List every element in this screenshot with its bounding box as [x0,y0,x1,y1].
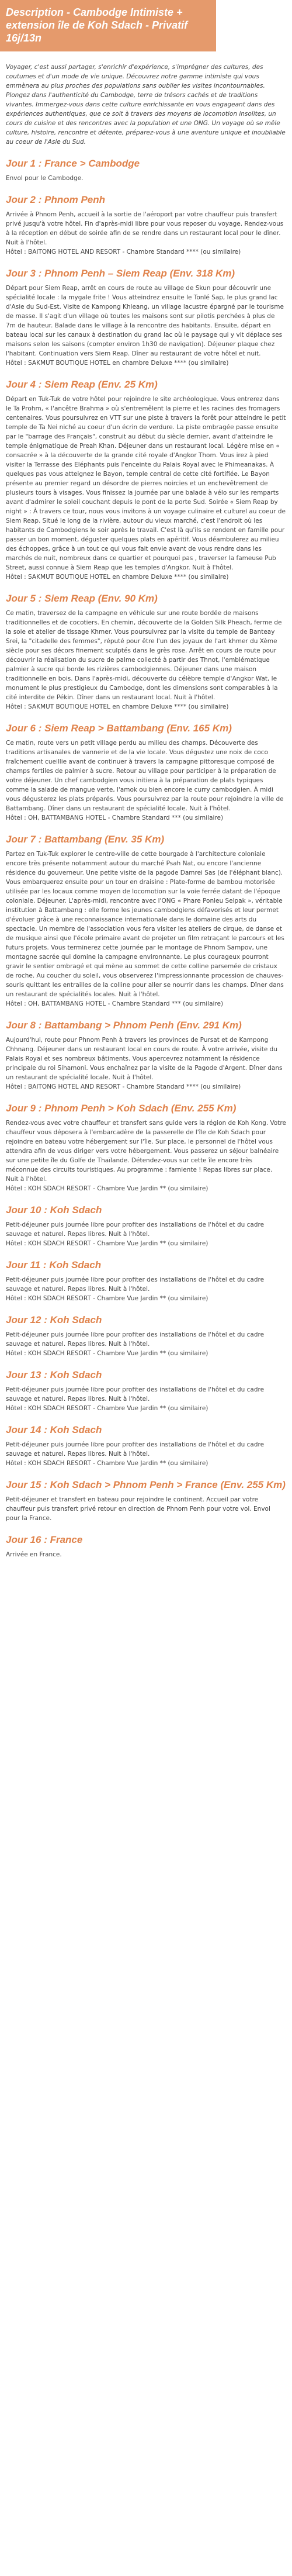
day-section [0,1019,292,1092]
day-description: Ce matin, traversez de la campagne en véhicule sur une route bordée de maisons traditionnelles et de cocotiers. En chemin, découverte de la Golden Silk Pheach, ferme de la soie et atelier de tissage Khmer. Vous poursuivrez par la visite du temple de Banteay Srei, la "citadelle des femmes", réputé pour être l'un des joyaux de l'art khmer du Xème siècle pour ses décors finement sculptés dans le grès rose. Arrêt en cours de route pour découvrir la réalisation du sucre de palme collecté à partir des Thnot, l'emblématique palmier à sucre qui borde les rizières cambodgiennes. Déjeuner dans une maison traditionnelle en bois. Dans l'après-midi, découverte du célèbre temple d'Angkor Wat, le monument le plus prestigieux du Cambodge, dont les dimensions sont comparables à la cité interdite de Pékin. Dîner dans un restaurant local. Nuit à l'hôtel. [6,609,282,701]
day-hotel: Hôtel : SAKMUT BOUTIQUE HOTEL en chambre Deluxe **** (ou similaire) [6,573,229,581]
day-description: Partez en Tuk-Tuk explorer le centre-ville de cette bourgade à l'architecture coloniale encore très présente notamment autour du marché Psah Nat, ou encore l'ancienne résidence du gouverneur. Une petite visite de la pagode Damrei Sas (de l'éléphant blanc). Vous embarquerez ensuite pour un tour en draisine : Plate-forme de bambou motorisée utilisée par les locaux comme moyen de locomotion sur la voie ferrée datant de l'époque coloniale. Déjeuner. L'après-midi, rencontre avec l'ONG « Phare Ponleu Selpak », véritable institution à Battambang : elle forme les jeunes cambodgiens défavorisés et leur permet d'évoluer grâce à une reconnaissance internationale dans le domaine des arts du spectacle. Un membre de l'association vous fera visiter les ateliers de cirque, de danse et de musique ainsi que l'école primaire avant de projeter un film retraçant le parcours et les futurs projets. Vous terminerez cette journée par le montage de Phnom Sampov, une montagne sacrée qui domine la campagne environnante. Le plus courageux pourront gravir le sentier ombragé et qui mène au sommet de cette colline parsemée de cristaux de roche. Au coucher du soleil, vous observerez l'impressionnante procession de chauves-souris quittant les entrailles de la colline pour aller se nourrir dans les champs. Dîner dans un restaurant de spécialités locales. Nuit à l'hôtel. [6,850,284,998]
day-description: Petit-déjeuner et transfert en bateau pour rejoindre le continent. Accueil par votre chauffeur puis transfert privé retour en direction de Phnom Penh pour votre vol. Envol pour la France. [6,1496,270,1522]
day-description: Aujourd'hui, route pour Phnom Penh à travers les provinces de Pursat et de Kampong Chhnang. Déjeuner dans un restaurant local en cours de route. À votre arrivée, visite du Palais Royal et ses nombreux bâtiments. Vous apercevrez notamment la résidence principale du roi Sihamoni. Vous enchaînez par la visite de la Pagode d'Argent. Dîner dans un restaurant de spécialité locale. Nuit à l'hôtel. [6,1036,283,1081]
day-title: Jour 7 : Battambang (Env. 35 Km) [6,833,165,845]
day-hotel: Hôtel : BAITONG HOTEL AND RESORT - Chambre Standard **** (ou similaire) [6,1083,241,1090]
day-title: Jour 10 : Koh Sdach [6,1204,102,1216]
day-description: Petit-déjeuner puis journée libre pour profiter des installations de l'hôtel et du cadre sauvage et naturel. Repas libres. Nuit à l'hôtel. [6,1331,265,1348]
day-section [0,722,292,823]
day-section [0,267,292,368]
day-hotel: Hôtel : KOH SDACH RESORT - Chambre Vue Jardin ** (ou similaire) [6,1404,208,1412]
day-section [0,1259,292,1303]
day-section [0,1369,292,1413]
day-hotel: Hôtel : OH, BATTAMBANG HOTEL - Chambre Standard *** (ou similaire) [6,814,224,821]
day-title: Jour 6 : Siem Reap > Battambang (Env. 165 Km) [6,722,232,734]
day-description: Arrivée en France. [6,1551,62,1558]
day-hotel: Hôtel : KOH SDACH RESORT - Chambre Vue Jardin ** (ou similaire) [6,1349,208,1357]
day-description: Arrivée à Phnom Penh, accueil à la sortie de l'aéroport par votre chauffeur puis transfert privé jusqu'à votre hôtel. Fin d'après-midi libre pour vous reposer du voyage. Rendez-vous à la réception en début de soirée afin de se rendre dans un restaurant local pour le dîner. Nuit à l'hôtel. [6,210,284,246]
day-hotel: Hôtel : KOH SDACH RESORT - Chambre Vue Jardin ** (ou similaire) [6,1294,208,1302]
day-hotel: Hôtel : KOH SDACH RESORT - Chambre Vue Jardin ** (ou similaire) [6,1239,208,1247]
day-section [0,1314,292,1358]
day-description: Petit-déjeuner puis journée libre pour profiter des installations de l'hôtel et du cadre sauvage et naturel. Repas libres. Nuit à l'hôtel. [6,1386,265,1403]
day-title: Jour 1 : France > Cambodge [6,157,140,169]
day-title: Jour 2 : Phnom Penh [6,194,106,205]
day-title: Jour 14 : Koh Sdach [6,1424,102,1435]
day-description: Envol pour le Cambodge. [6,174,84,182]
day-description: Petit-déjeuner puis journée libre pour profiter des installations de l'hôtel et du cadre sauvage et naturel. Repas libres. Nuit à l'hôtel. [6,1441,265,1458]
day-title: Jour 12 : Koh Sdach [6,1314,102,1325]
day-title: Jour 9 : Phnom Penh > Koh Sdach (Env. 255 Km) [6,1102,237,1114]
day-section [0,157,292,183]
day-section [0,1479,292,1523]
day-description: Petit-déjeuner puis journée libre pour profiter des installations de l'hôtel et du cadre sauvage et naturel. Repas libres. Nuit à l'hôtel. [6,1276,265,1293]
day-section [0,378,292,582]
day-title: Jour 16 : France [6,1534,83,1545]
day-hotel: Hôtel : SAKMUT BOUTIQUE HOTEL en chambre Deluxe **** (ou similaire) [6,703,229,710]
day-section [0,592,292,712]
day-description: Départ pour Siem Reap, arrêt en cours de route au village de Skun pour découvrir une spécialité locale : la mygale frite ! Vous atteindrez ensuite le Tonlé Sap, le plus grand lac d'Asie du Sud-Est. Visite de Kampong Khleang, un village lacustre épargné par le tourisme de masse. Il s'agit d'un village où toutes les maisons sont sur pilotis perchées à plus de 7m de hauteur. Balade dans le village à la rencontre des habitants. Ensuite, départ en bateau local sur les canaux à destination du grand lac où le paysage qui y vit déplace ses maisons selon les saisons (compter environ 1h30 de navigation). Déjeuner plaque chez l'habitant. Continuation vers Siem Reap. Dîner au restaurant de votre hôtel et nuit. [6,284,284,357]
day-section [0,1204,292,1248]
day-description: Rendez-vous avec votre chauffeur et transfert sans guide vers la région de Koh Kong. Votre chauffeur vous déposera à l'embarcadère de la passerelle de l'île de Koh Sdach pour rejoindre en bateau votre hébergement sur l'île. Sur place, le personnel de l'hôtel vous attendra afin de vous diriger vers votre hébergement. Vous passerez un séjour balnéaire sur une petite île du Golfe de Thaïlande. Détendez-vous sur cette île encore très méconnue des circuits touristiques. Au programme : farniente ! Repas libres sur place. Nuit à l'hôtel. [6,1119,286,1183]
day-title: Jour 4 : Siem Reap (Env. 25 Km) [6,378,158,390]
day-section [0,833,292,1009]
day-title: Jour 11 : Koh Sdach [6,1259,102,1270]
day-section [0,1102,292,1193]
day-hotel: Hôtel : KOH SDACH RESORT - Chambre Vue Jardin ** (ou similaire) [6,1459,208,1467]
days-list [0,157,292,1559]
day-title: Jour 15 : Koh Sdach > Phnom Penh > France (Env. 255 Km) [6,1479,286,1490]
day-section [0,1424,292,1468]
day-hotel: Hôtel : SAKMUT BOUTIQUE HOTEL en chambre Deluxe **** (ou similaire) [6,359,229,367]
day-description: Petit-déjeuner puis journée libre pour profiter des installations de l'hôtel et du cadre sauvage et naturel. Repas libres. Nuit à l'hôtel. [6,1221,265,1238]
day-description: Ce matin, route vers un petit village perdu au milieu des champs. Découverte des traditions artisanales de vannerie et de la vie locale. Vous dégustez une noix de coco fraîchement cueillie avant de continuer à travers la campagne pittoresque composé de champs fertiles de palmier à sucre. Retour au village pour participer à la préparation de votre déjeuner. Un chef cambodgien vous initiera à la préparation de plats typiques comme la salade de mangue verte, l'amok ou bien encore le curry cambodgien. À midi vous dégusterez les plats préparés. Vous poursuivrez par la route pour rejoindre la ville de Battambang. Dîner dans un restaurant de spécialité locale. Nuit à l'hôtel. [6,739,284,812]
day-title: Jour 5 : Siem Reap (Env. 90 Km) [6,592,158,604]
day-section [0,1534,292,1559]
day-hotel: Hôtel : KOH SDACH RESORT - Chambre Vue Jardin ** (ou similaire) [6,1185,208,1192]
day-description: Départ en Tuk-Tuk de votre hôtel pour rejoindre le site archéologique. Vous entrerez dans le Ta Prohm, « l'ancêtre Brahma » où s'entremêlent la pierre et les racines des fromagers centenaires. Vous poursuivrez en VTT sur une piste à travers la forêt pour atteindre le petit temple de Ta Nei niché au coeur d'un écrin de verdure. La piste ombragée passe ensuite par le "barrage des Français", construit au début du siècle dernier, avant d'atteindre le temple énigmatique de Preah Khan. Déjeuner dans un restaurant local. Légère mise en « consacrée » à la découverte de la grande cité royale d'Angkor Thom. Vous irez à pied visiter la Terrasse des Eléphants puis l'enceinte du Palais Royal avec le Phimeanakas. À quelques pas vous atteignez le Bayon, temple central de cette cité fortifiée. Le Bayon présente au premier regard un désordre de pierres noircies et un enchevêtrement de plusieurs tours à visages. Vous finissez la journée par une balade à vélo sur les remparts avant d'admirer le soleil couchant depuis le pont de la porte Sud. Soirée « Siem Reap by night » : À travers ce tour, nous vous invitons à un voyage culinaire et culturel au coeur de Siem Reap. Situé le long de la rivière, autour du vieux marché, c'est l'endroit où les habitants de Cambodgiens le soir après le travail. C'est là qu'ils se rendent en famille pour passer un bon moment, déguster quelques plats en apéritif. Vous déambulerez au milieu des échoppes, grâce à un tout ce qui vous fait envie avant de vous rendre dans les marchés de nuit, nombreux dans ce quartier et pourquoi pas , traverser la fameuse Pub Street, aussi connue à Siem Reap que les temples d'Angkor. Nuit à l'hôtel. [6,395,286,571]
page-title: Description - Cambodge Intimiste + extension île de Koh Sdach - Privatif 16j/13n [0,0,216,51]
day-title: Jour 13 : Koh Sdach [6,1369,102,1380]
day-hotel: Hôtel : BAITONG HOTEL AND RESORT - Chambre Standard **** (ou similaire) [6,248,241,255]
day-title: Jour 8 : Battambang > Phnom Penh (Env. 291 Km) [6,1019,242,1031]
day-hotel: Hôtel : OH, BATTAMBANG HOTEL - Chambre Standard *** (ou similaire) [6,1000,224,1007]
day-section [0,194,292,257]
day-title: Jour 3 : Phnom Penh – Siem Reap (Env. 318 Km) [6,267,235,279]
intro-text: Voyager, c'est aussi partager, s'enrichir d'expérience, s'imprégner des cultures, des coutumes et d'un mode de vie unique. Découvrez notre gamme intimiste qui vous emmènera au plus proches des populations sans oublier les visites incontournables. Plongez dans l'authenticité du Cambodge, terre de trésors cachés et de traditions vivantes. Immergez-vous dans cette culture enrichissante en vous engageant dans des expériences authentiques, que ce soit à travers des moyens de locomotion insolites, un cours de cuisine et des rencontres avec la population et une ONG. Un voyage où se mêle culture, histoire, rencontre et détente, préparez-vous à une aventure unique et inoubliable au coeur de l'Asie du Sud. [6,63,286,146]
